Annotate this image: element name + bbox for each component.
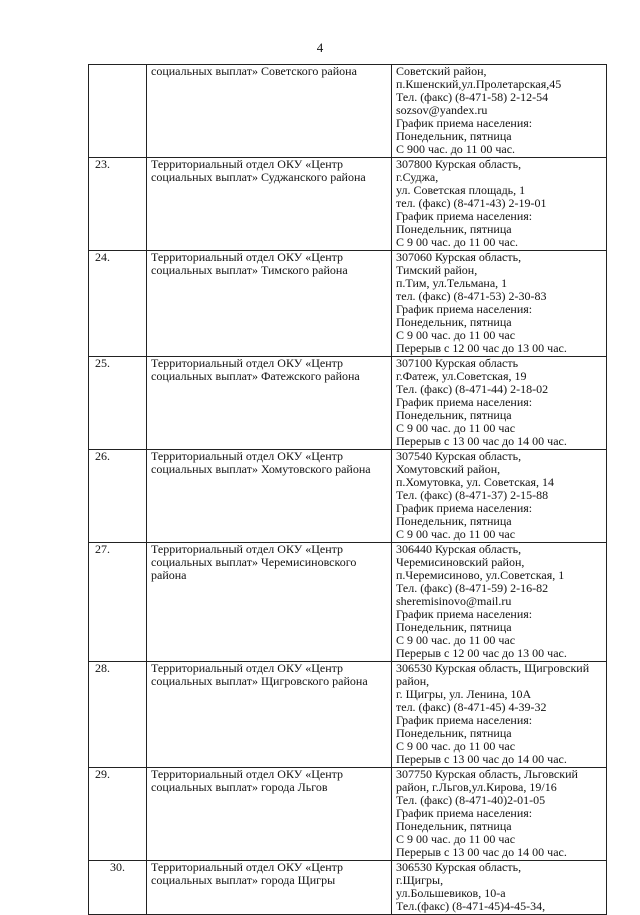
contact-line: График приема населения:	[396, 502, 533, 515]
contact-line: Перерыв с 12 00 час до 13 00 час.	[396, 647, 567, 660]
table-row	[89, 357, 607, 450]
contact-line: район,	[396, 675, 430, 688]
contact-line: Понедельник, пятница	[396, 515, 512, 528]
contact-line: Тел.(факс) (8-471-45)4-45-34,	[396, 900, 546, 913]
contact-line: График приема населения:	[396, 117, 533, 130]
table-row	[89, 662, 607, 768]
contact-line: Советский район,	[396, 65, 487, 78]
contact-line: Перерыв с 13 00 час до 14 00 час.	[396, 846, 567, 859]
table-row	[89, 65, 607, 158]
row-number: 25.	[89, 357, 147, 450]
contact-line: График приема населения:	[396, 303, 533, 316]
office-name-cell	[147, 861, 392, 915]
office-contacts-cell	[392, 662, 607, 768]
contact-line: Понедельник, пятница	[396, 130, 512, 143]
contact-line: График приема населения:	[396, 608, 533, 621]
contact-line: Тимский район,	[396, 264, 478, 277]
contact-line: Перерыв с 12 00 час до 13 00 час.	[396, 342, 567, 355]
office-name-cell	[147, 662, 392, 768]
contact-line: ул.Большевиков, 10-а	[396, 887, 506, 900]
contact-line: г.Суджа,	[396, 171, 439, 184]
offices-table-body	[89, 65, 607, 915]
contact-line: Понедельник, пятница	[396, 223, 512, 236]
row-number: 24.	[89, 251, 147, 357]
contact-line: Тел. (факс) (8-471-40)2-01-05	[396, 794, 546, 807]
table-row	[89, 861, 607, 915]
office-name: Территориальный отдел ОКУ «Центр социальных выплат» Фатежского района	[151, 356, 360, 383]
offices-table	[88, 64, 607, 915]
contact-line: График приема населения:	[396, 714, 533, 727]
page-number: 4	[316, 40, 324, 55]
contact-line: С 9 00 час. до 11 00 час	[396, 422, 516, 435]
table-row	[89, 158, 607, 251]
office-name-cell	[147, 543, 392, 662]
contact-line: График приема населения:	[396, 396, 533, 409]
office-contacts-cell	[392, 768, 607, 861]
contact-line: С 900 час. до 11 00 час.	[396, 143, 516, 156]
contact-line: 307750 Курская область, Льговский	[396, 768, 578, 781]
office-name: Территориальный отдел ОКУ «Центр социальных выплат» Суджанского района	[151, 157, 366, 184]
contact-line: 307060 Курская область,	[396, 251, 522, 264]
contact-line: Перерыв с 13 00 час до 14 00 час.	[396, 435, 567, 448]
contact-line: Перерыв с 13 00 час до 14 00 час.	[396, 753, 567, 766]
contact-line: Понедельник, пятница	[396, 409, 512, 422]
office-name: Территориальный отдел ОКУ «Центр социальных выплат» города Щигры	[151, 860, 344, 887]
office-contacts-cell	[392, 450, 607, 543]
contact-line: ул. Советская площадь, 1	[396, 184, 526, 197]
office-name: Территориальный отдел ОКУ «Центр социальных выплат» Щигровского района	[151, 661, 368, 688]
row-number: 26.	[89, 450, 147, 543]
contact-line: sozsov@yandex.ru	[396, 104, 488, 117]
office-name: Территориальный отдел ОКУ «Центр социальных выплат» Тимского района	[151, 250, 348, 277]
row-number: 27.	[89, 543, 147, 662]
contact-line: п.Тим, ул.Тельмана, 1	[396, 277, 508, 290]
contact-line: г. Щигры, ул. Ленина, 10А	[396, 688, 532, 701]
office-name: Территориальный отдел ОКУ «Центр социальных выплат» города Льгов	[151, 767, 344, 794]
office-contacts-cell	[392, 65, 607, 158]
row-number: 30.	[89, 861, 147, 915]
contact-line: С 9 00 час. до 11 00 час	[396, 833, 516, 846]
office-contacts-cell	[392, 251, 607, 357]
contact-line: г.Фатеж, ул.Советская, 19	[396, 370, 527, 383]
contact-line: Понедельник, пятница	[396, 316, 512, 329]
contact-line: Тел. (факс) (8-471-58) 2-12-54	[396, 91, 549, 104]
office-name-cell	[147, 251, 392, 357]
contact-line: Понедельник, пятница	[396, 820, 512, 833]
table-row	[89, 768, 607, 861]
office-name: социальных выплат» Советского района	[151, 64, 357, 78]
contact-line: 306530 Курская область, Щигровский	[396, 662, 590, 675]
contact-line: График приема населения:	[396, 807, 533, 820]
contact-line: тел. (факс) (8-471-43) 2-19-01	[396, 197, 547, 210]
table-row	[89, 251, 607, 357]
office-contacts-cell	[392, 543, 607, 662]
contact-line: 307540 Курская область,	[396, 450, 522, 463]
table-row	[89, 543, 607, 662]
contact-line: п.Кшенский,ул.Пролетарская,45	[396, 78, 562, 91]
contact-line: район, г.Льгов,ул.Кирова, 19/16	[396, 781, 557, 794]
row-number: 23.	[89, 158, 147, 251]
office-name-cell	[147, 158, 392, 251]
office-name: Территориальный отдел ОКУ «Центр социальных выплат» Хомутовского района	[151, 449, 371, 476]
contact-line: Понедельник, пятница	[396, 727, 512, 740]
contact-line: С 9 00 час. до 11 00 час	[396, 528, 516, 541]
contact-line: Черемисиновский район,	[396, 556, 525, 569]
contact-line: С 9 00 час. до 11 00 час	[396, 634, 516, 647]
contact-line: С 9 00 час. до 11 00 час	[396, 329, 516, 342]
contact-line: г.Щигры,	[396, 874, 444, 887]
contact-line: тел. (факс) (8-471-45) 4-39-32	[396, 701, 547, 714]
contact-line: 306440 Курская область,	[396, 543, 522, 556]
contact-line: п.Хомутовка, ул. Советская, 14	[396, 476, 555, 489]
office-name-cell	[147, 65, 392, 158]
contact-line: Тел. (факс) (8-471-37) 2-15-88	[396, 489, 549, 502]
office-contacts-cell	[392, 861, 607, 915]
contact-line: 307800 Курская область,	[396, 158, 522, 171]
office-contacts-cell	[392, 357, 607, 450]
contact-line: 306530 Курская область,	[396, 861, 522, 874]
contact-line: График приема населения:	[396, 210, 533, 223]
row-number: 29.	[89, 768, 147, 861]
contact-line: sheremisinovo@mail.ru	[396, 595, 512, 608]
office-contacts-cell	[392, 158, 607, 251]
row-number	[89, 65, 147, 158]
office-name: Территориальный отдел ОКУ «Центр социальных выплат» Черемисиновского района	[151, 542, 357, 582]
contact-line: Понедельник, пятница	[396, 621, 512, 634]
contact-line: 307100 Курская область	[396, 357, 519, 370]
contact-line: С 9 00 час. до 11 00 час.	[396, 236, 519, 249]
contact-line: С 9 00 час. до 11 00 час	[396, 740, 516, 753]
row-number: 28.	[89, 662, 147, 768]
contact-line: Тел. (факс) (8-471-44) 2-18-02	[396, 383, 549, 396]
office-name-cell	[147, 450, 392, 543]
office-name-cell	[147, 357, 392, 450]
table-row	[89, 450, 607, 543]
contact-line: Тел. (факс) (8-471-59) 2-16-82	[396, 582, 549, 595]
contact-line: Хомутовский район,	[396, 463, 501, 476]
office-name-cell	[147, 768, 392, 861]
contact-line: п.Черемисиново, ул.Советская, 1	[396, 569, 565, 582]
contact-line: тел. (факс) (8-471-53) 2-30-83	[396, 290, 547, 303]
